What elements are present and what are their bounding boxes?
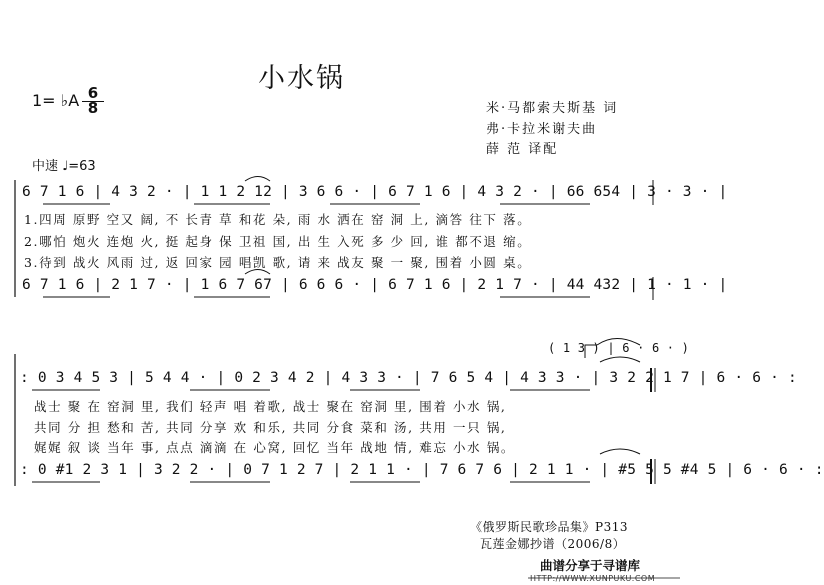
composer-credit: 弗·卡拉米谢夫曲 — [486, 122, 598, 137]
page-title: 小水锅 — [258, 63, 345, 94]
translator-credit: 薛 范 译配 — [486, 142, 559, 157]
key-signature: 1= ♭A — [32, 91, 80, 110]
ending-bracket: ( 1 3 ) | 6 · 6 · ) — [548, 341, 690, 355]
harmony-line-2: : 0 #1 2 3 1 | 3 2 2 · | 0 7 1 2 7 | 2 1 1 · | 7 6 7 6 | 2 1 1 · | #5 5 5 #4 5 | 6 · 6 · : — [20, 462, 824, 478]
meter-top: 6 — [82, 87, 104, 102]
melody-line-1: 6 7 1 6 | 4 3 2 · | 1 1 2 12 | 3 6 6 · | 6 7 1 6 | 4 3 2 · | 66 654 | 3 · 3 · | — [22, 184, 728, 200]
lyrics-chorus-1: 战士 聚 在 窑洞 里, 我们 轻声 唱 着歌, 战士 聚在 窑洞 里, 围着 小水 锅, — [34, 399, 507, 414]
lyrics-chorus-2: 共同 分 担 愁和 苦, 共同 分享 欢 和乐, 共同 分食 菜和 汤, 共用 一只 锅, — [34, 420, 507, 435]
lyricist-credit: 米·马都索夫斯基 词 — [486, 101, 619, 116]
melody-line-2: : 0 3 4 5 3 | 5 4 4 · | 0 2 3 4 2 | 4 3 3 · | 7 6 5 4 | 4 3 3 · | 3 2 2 1 7 | 6 · 6 · : — [20, 370, 797, 386]
source-book: 《俄罗斯民歌珍品集》P313 — [470, 520, 628, 534]
site-url[interactable]: HTTP://WWW.XUNPUKU.COM — [530, 574, 656, 583]
site-name: 曲谱分享于寻谱库 — [540, 558, 641, 573]
tempo-marking: 中速 ♩=63 — [32, 159, 96, 174]
transcriber: 瓦莲金娜抄谱（2006/8） — [480, 537, 626, 551]
meter-bottom: 8 — [87, 99, 99, 117]
time-signature — [82, 84, 104, 117]
harmony-line-1: 6 7 1 6 | 2 1 7 · | 1 6 7 67 | 6 6 6 · | 6 7 1 6 | 2 1 7 · | 44 432 | 1 · 1 · | — [22, 277, 728, 293]
lyrics-verse-1: 1.四周 原野 空又 阔, 不 长青 草 和花 朵, 雨 水 洒在 窑 洞 上, 滴答 往下 落。 — [24, 212, 532, 227]
lyrics-verse-3: 3.待到 战火 风雨 过, 返 回家 园 唱凯 歌, 请 来 战友 聚 一 聚, 围着 小圆 桌。 — [24, 255, 532, 270]
lyrics-verse-2: 2.哪怕 炮火 连炮 火, 挺 起身 保 卫祖 国, 出 生 入死 多 少 回, 谁 都不退 缩。 — [24, 234, 532, 249]
lyrics-chorus-3: 娓娓 叙 谈 当年 事, 点点 滴滴 在 心窝, 回忆 当年 战地 情, 难忘 小水 锅。 — [34, 440, 516, 455]
